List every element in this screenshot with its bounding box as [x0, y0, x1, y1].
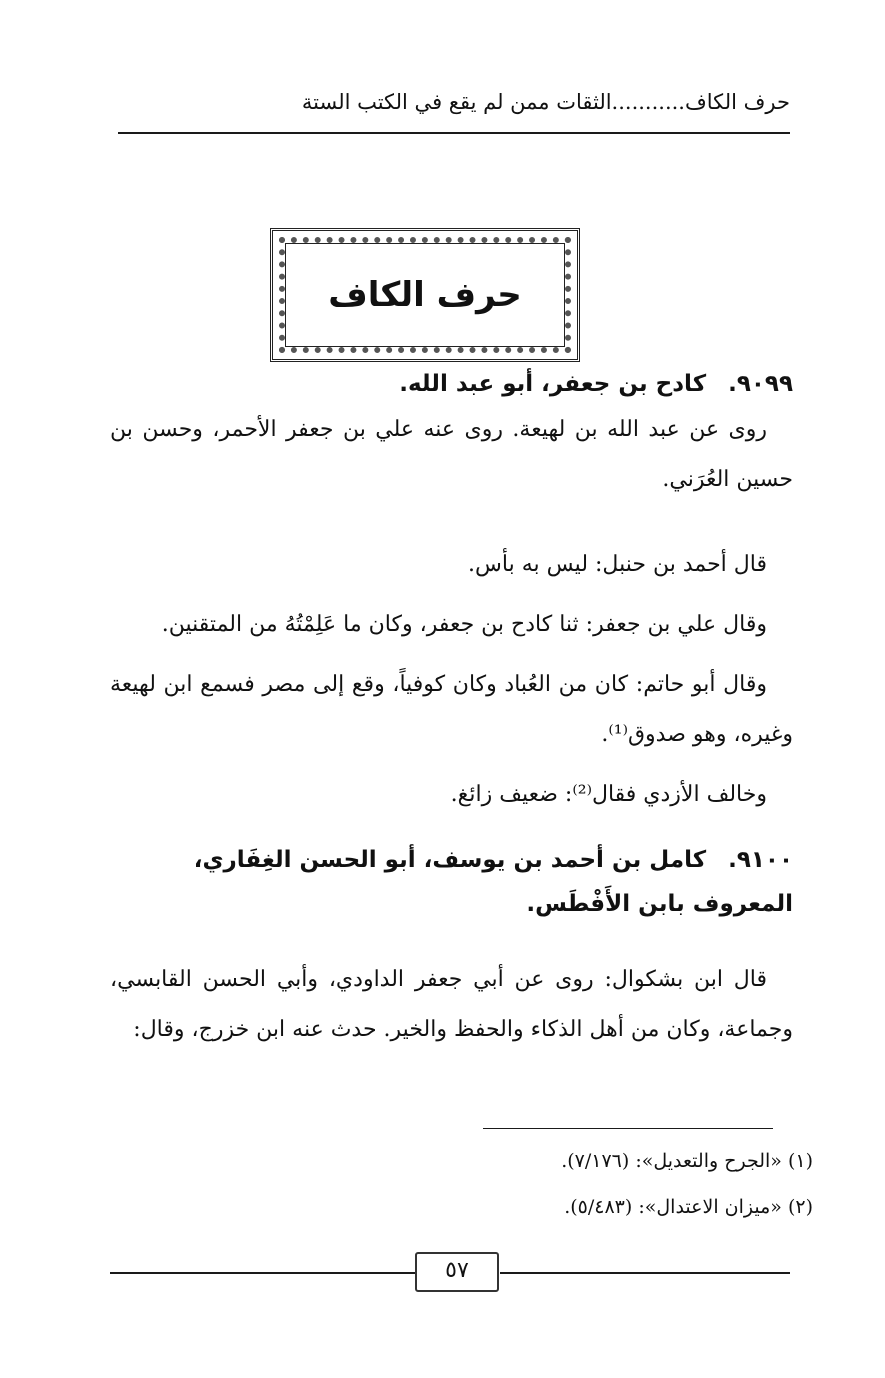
footnote-1: (١) «الجرح والتعديل»: (٧/١٧٦). [561, 1150, 813, 1172]
chapter-title-panel [285, 243, 565, 347]
chapter-title-frame [270, 228, 580, 362]
paragraph: وخالف الأزدي فقال⁽²⁾: ضعيف زائغ. [450, 782, 767, 807]
paragraph: وقال أبو حاتم: كان من العُباد وكان كوفياً، وقع إلى مصر فسمع ابن لهيعة وغيره، وهو صدوق⁽¹⁾. [110, 672, 793, 747]
entry-number: ٩٠٩٩. [728, 371, 793, 397]
paragraph: قال أحمد بن حنبل: ليس به بأس. [468, 552, 767, 577]
footer-rule-right [500, 1272, 790, 1274]
footer-rule-left [110, 1272, 415, 1274]
footnote-2: (٢) «ميزان الاعتدال»: (٥/٤٨٣). [564, 1196, 813, 1218]
footnote-separator [483, 1128, 773, 1129]
paragraph: قال ابن بشكوال: روى عن أبي جعفر الداودي، وأبي الحسن القابسي، وجماعة، وكان من أهل الذكاء والحفظ والخير. حدث عنه ابن خزرج، وقال: [110, 967, 793, 1042]
entry-name: كامل بن أحمد بن يوسف، أبو الحسن الغِفَاري، المعروف بابن الأَفْطَس. [193, 847, 793, 917]
entry-heading-9100 [110, 838, 793, 926]
paragraph: وقال علي بن جعفر: ثنا كادح بن جعفر، وكان ما عَلِمْتُهُ من المتقنين. [161, 612, 767, 637]
ornament-border-icon [279, 237, 571, 353]
entry-heading-9099 [110, 362, 793, 406]
entry-name: كادح بن جعفر، أبو عبد الله. [399, 371, 707, 397]
running-header: حرف الكاف...........الثقات ممن لم يقع في الكتب الستة [118, 82, 790, 134]
chapter-title: حرف الكاف [328, 275, 522, 315]
page-number: ٥٧ [415, 1252, 499, 1292]
entry-number: ٩١٠٠. [728, 847, 793, 873]
paragraph: روى عن عبد الله بن لهيعة. روى عنه علي بن جعفر الأحمر، وحسن بن حسين العُرَني. [110, 417, 793, 492]
